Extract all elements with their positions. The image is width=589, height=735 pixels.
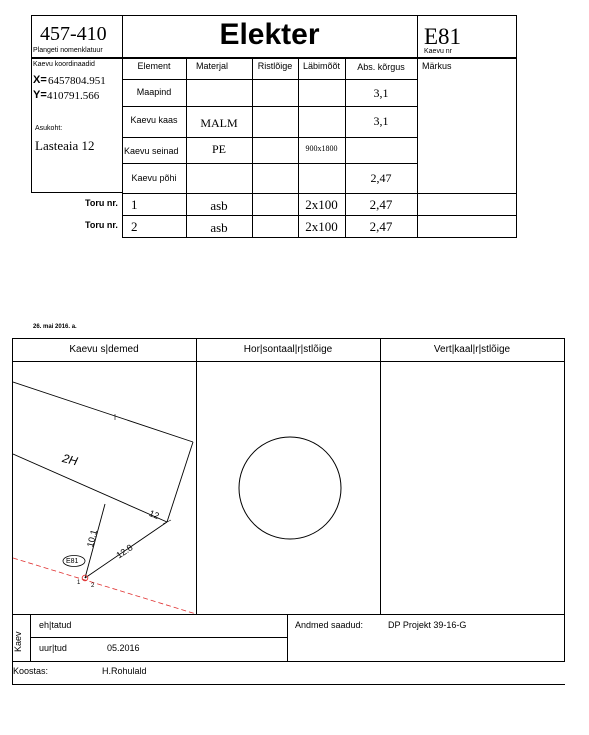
- surveyed-label: uur|tud: [39, 643, 67, 653]
- well-label: E81: [66, 558, 79, 565]
- point-label: 2: [91, 583, 95, 589]
- row-materjal: PE: [211, 142, 226, 156]
- document-date: 26. mai 2016. a.: [33, 324, 77, 330]
- pipe-label: Toru nr.: [85, 198, 118, 208]
- location-value: Lasteaia 12: [35, 138, 95, 153]
- row-element: Kaevu seinad: [124, 146, 179, 156]
- point-label: 1: [77, 580, 81, 586]
- y-value: 410791.566: [47, 90, 100, 102]
- well-card: [0, 0, 589, 250]
- pipe-materjal: asb: [210, 198, 228, 213]
- row-abs: 2,47: [370, 171, 392, 185]
- row-element: Kaevu põhi: [131, 173, 177, 183]
- pipe-labimoot: 2x100: [305, 197, 338, 212]
- row-abs: 3,1: [373, 86, 389, 100]
- well-number-label: Kaevu nr: [424, 48, 453, 55]
- panel-title-vertical: Vert|kaal|r|stlõige: [433, 344, 511, 355]
- building-outline: [167, 442, 193, 522]
- row-labimoot: 900x1800: [305, 144, 338, 153]
- dimension-label: 10.1: [85, 528, 99, 549]
- building-label: 2H: [60, 451, 80, 469]
- row-abs: 3,1: [373, 114, 389, 128]
- panel-title-horizontal: Hor|sontaal|r|stlõige: [243, 344, 333, 355]
- data-source-label: Andmed saadud:: [295, 620, 364, 630]
- built-label: eh|tatud: [39, 620, 72, 630]
- well-circle: [239, 437, 341, 539]
- pipe-nr: 2: [131, 219, 138, 234]
- col-header-ristloige: Ristlõige: [257, 61, 293, 71]
- row-materjal: MALM: [200, 116, 238, 130]
- col-header-abs-korgus: Abs. kõrgus: [357, 62, 405, 72]
- coords-label: Kaevu koordinaadid: [33, 61, 95, 68]
- pipe-abs: 2,47: [369, 219, 393, 234]
- nomenclature-value: 457-410: [40, 23, 107, 45]
- pipe-labimoot: 2x100: [305, 219, 338, 234]
- col-header-markus: Märkus: [422, 61, 452, 71]
- author-label: Koostas:: [13, 666, 49, 676]
- building-outline: [13, 382, 193, 442]
- footer-side-label: Kaev: [13, 631, 23, 652]
- data-source-value: DP Projekt 39-16-G: [388, 620, 467, 630]
- well-location-sketch: [13, 362, 196, 614]
- surveyed-date: 05.2016: [107, 643, 140, 653]
- panel-title-sketch: Kaevu s|demed: [69, 344, 139, 355]
- y-label: Y=: [33, 89, 47, 101]
- row-element: Kaevu kaas: [130, 115, 178, 125]
- nomenclature-label: Plangeti nomenklatuur: [33, 47, 103, 54]
- pipe-abs: 2,47: [369, 197, 393, 212]
- col-header-materjal: Materjal: [195, 61, 228, 71]
- col-header-element: Element: [137, 61, 171, 71]
- pipe-materjal: asb: [210, 220, 228, 235]
- dimension-label: 12: [147, 508, 161, 522]
- well-number-value: E81: [424, 24, 462, 49]
- horizontal-section-drawing: [236, 434, 344, 542]
- pipe-nr: 1: [131, 197, 138, 212]
- building-outline: [13, 451, 167, 522]
- row-element: Maapind: [136, 87, 172, 97]
- dimension-label: 12.8: [114, 542, 135, 561]
- col-header-labimoot: Läbimõõt: [302, 61, 341, 71]
- location-label: Asukoht:: [35, 125, 63, 132]
- x-value: 6457804.951: [48, 75, 106, 87]
- pipe-label: Toru nr.: [85, 220, 118, 230]
- author-value: H.Rohulald: [102, 666, 147, 676]
- x-label: X=: [33, 74, 47, 86]
- document-title: Elekter: [219, 18, 320, 51]
- utility-line: [13, 558, 196, 614]
